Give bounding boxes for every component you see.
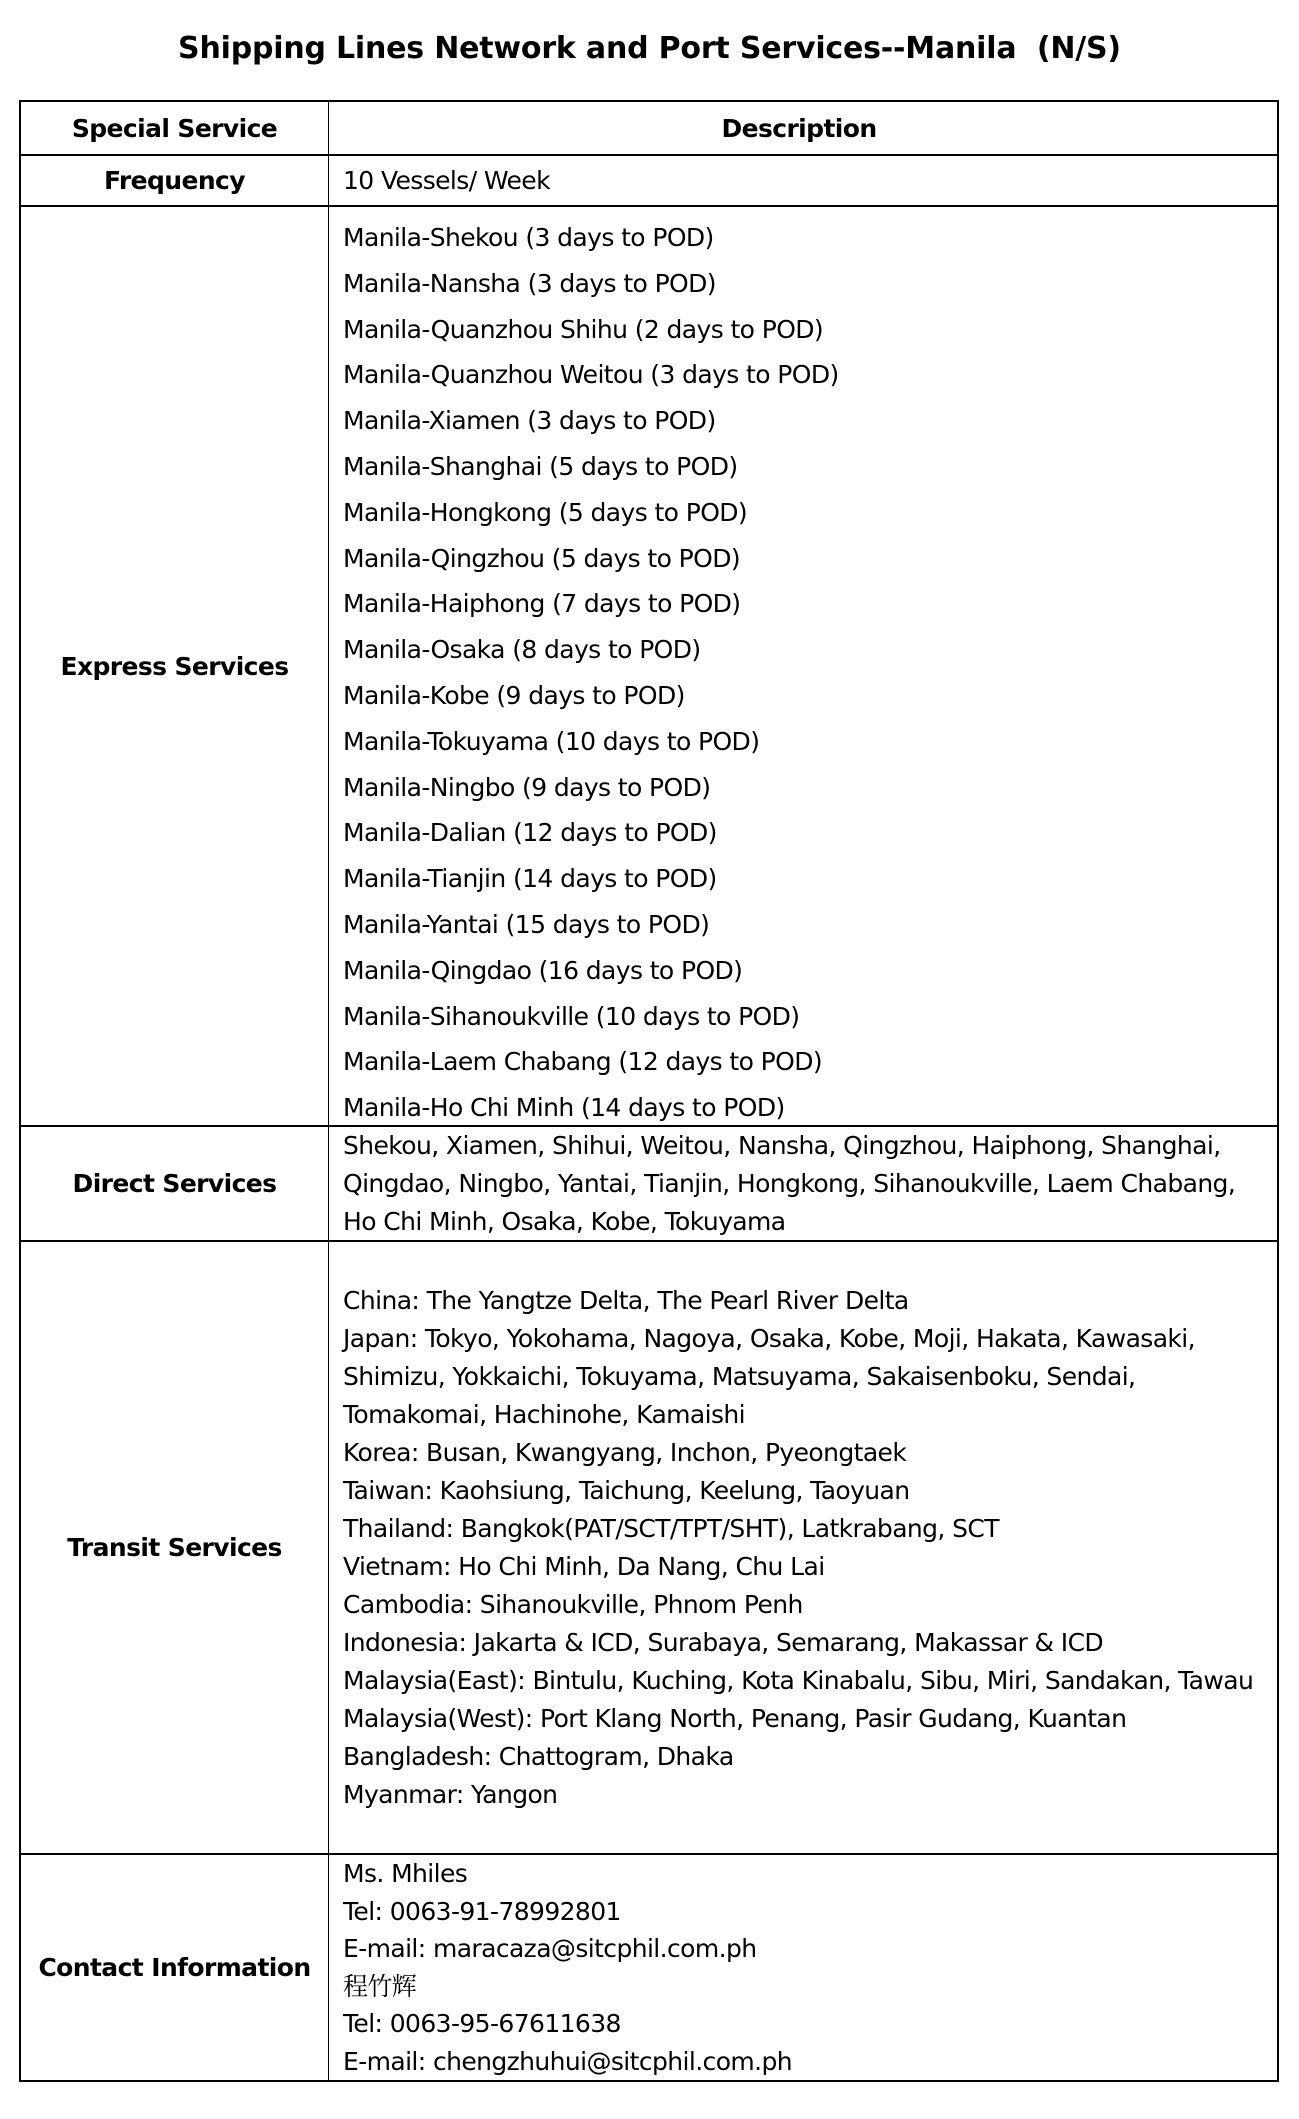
express-route: Manila-Osaka (8 days to POD): [343, 635, 701, 665]
transit-region: Myanmar: Yangon: [343, 1779, 558, 1809]
express-route: Manila-Qingzhou (5 days to POD): [343, 543, 741, 573]
express-route: Manila-Qingdao (16 days to POD): [343, 955, 743, 985]
direct-services-label: Direct Services: [21, 1127, 329, 1240]
express-route: Manila-Laem Chabang (12 days to POD): [343, 1047, 823, 1077]
express-route: Manila-Quanzhou Weitou (3 days to POD): [343, 360, 839, 390]
transit-region: Cambodia: Sihanoukville, Phnom Penh: [343, 1589, 803, 1619]
transit-region: Vietnam: Ho Chi Minh, Da Nang, Chu Lai: [343, 1551, 825, 1581]
transit-region: Indonesia: Jakarta & ICD, Surabaya, Semarang, Makassar & ICD: [343, 1627, 1104, 1657]
express-route: Manila-Yantai (15 days to POD): [343, 909, 710, 939]
frequency-value: 10 Vessels/ Week: [343, 166, 550, 195]
express-route: Manila-Shanghai (5 days to POD): [343, 451, 738, 481]
transit-services-label: Transit Services: [21, 1242, 329, 1853]
transit-region: Japan: Tokyo, Yokohama, Nagoya, Osaka, Kobe, Moji, Hakata, Kawasaki, Shimizu, Yokkaichi, Tokuyama, Matsuyama, Sakaisenboku, Sendai, Tomakomai, Hachinohe, Kamaishi: [343, 1323, 1195, 1429]
header-description: Description: [721, 113, 877, 143]
express-route: Manila-Dalian (12 days to POD): [343, 818, 717, 848]
transit-region: China: The Yangtze Delta, The Pearl River Delta: [343, 1285, 909, 1315]
express-route: Manila-Tokuyama (10 days to POD): [343, 726, 760, 756]
frequency-label: Frequency: [21, 156, 329, 205]
table-row-express-services: [21, 207, 1277, 1127]
header-special-service: Special Service: [21, 102, 329, 154]
express-route: Manila-Sihanoukville (10 days to POD): [343, 1001, 800, 1031]
contact-phone-1: Tel: 0063-91-78992801: [343, 1896, 621, 1926]
express-route: Manila-Ho Chi Minh (14 days to POD): [343, 1093, 785, 1123]
contact-details: [329, 1855, 1277, 2080]
express-services-label: Express Services: [21, 207, 329, 1125]
transit-region: Thailand: Bangkok(PAT/SCT/TPT/SHT), Latkrabang, SCT: [343, 1513, 999, 1543]
contact-email-2: E-mail: chengzhuhui@sitcphil.com.ph: [343, 2046, 793, 2076]
direct-services-text: Shekou, Xiamen, Shihui, Weitou, Nansha, Qingzhou, Haiphong, Shanghai, Qingdao, Ningbo, Yantai, Tianjin, Hongkong, Sihanoukville, Laem Chabang, Ho Chi Minh, Osaka, Kobe, Tokuyama: [343, 1130, 1236, 1236]
contact-name-1: Ms. Mhiles: [343, 1859, 468, 1888]
page-title: Shipping Lines Network and Port Services--Manila (N/S): [178, 31, 1121, 66]
table-row-frequency: [21, 156, 1277, 207]
table-row-transit-services: [21, 1242, 1277, 1855]
express-route: Manila-Tianjin (14 days to POD): [343, 864, 717, 894]
express-route: Manila-Quanzhou Shihu (2 days to POD): [343, 314, 824, 344]
contact-phone-2: Tel: 0063-95-67611638: [343, 2009, 621, 2038]
transit-region: Korea: Busan, Kwangyang, Inchon, Pyeongtaek: [343, 1437, 907, 1467]
express-route: Manila-Xiamen (3 days to POD): [343, 406, 716, 436]
direct-services-ports: [329, 1127, 1277, 1240]
table-header-row: [21, 102, 1277, 156]
table-row-direct-services: [21, 1127, 1277, 1242]
contact-name-2: 程竹辉: [343, 1971, 417, 2001]
transit-region: Bangladesh: Chattogram, Dhaka: [343, 1741, 734, 1771]
transit-region: Malaysia(West): Port Klang North, Penang, Pasir Gudang, Kuantan: [343, 1703, 1127, 1733]
express-routes-list: [329, 207, 1277, 1125]
express-route: Manila-Ningbo (9 days to POD): [343, 772, 711, 802]
services-table: [19, 100, 1279, 2082]
transit-regions-list: [329, 1242, 1277, 1853]
express-route: Manila-Shekou (3 days to POD): [343, 223, 714, 252]
contact-email-1: E-mail: maracaza@sitcphil.com.ph: [343, 1934, 757, 1963]
table-row-contact-information: [21, 1855, 1277, 2082]
contact-information-label: Contact Information: [21, 1855, 329, 2080]
express-route: Manila-Kobe (9 days to POD): [343, 680, 685, 710]
express-route: Manila-Haiphong (7 days to POD): [343, 589, 741, 619]
express-route: Manila-Hongkong (5 days to POD): [343, 497, 748, 527]
transit-region: Malaysia(East): Bintulu, Kuching, Kota Kinabalu, Sibu, Miri, Sandakan, Tawau: [343, 1665, 1254, 1695]
transit-region: Taiwan: Kaohsiung, Taichung, Keelung, Taoyuan: [343, 1475, 910, 1505]
express-route: Manila-Nansha (3 days to POD): [343, 268, 716, 298]
